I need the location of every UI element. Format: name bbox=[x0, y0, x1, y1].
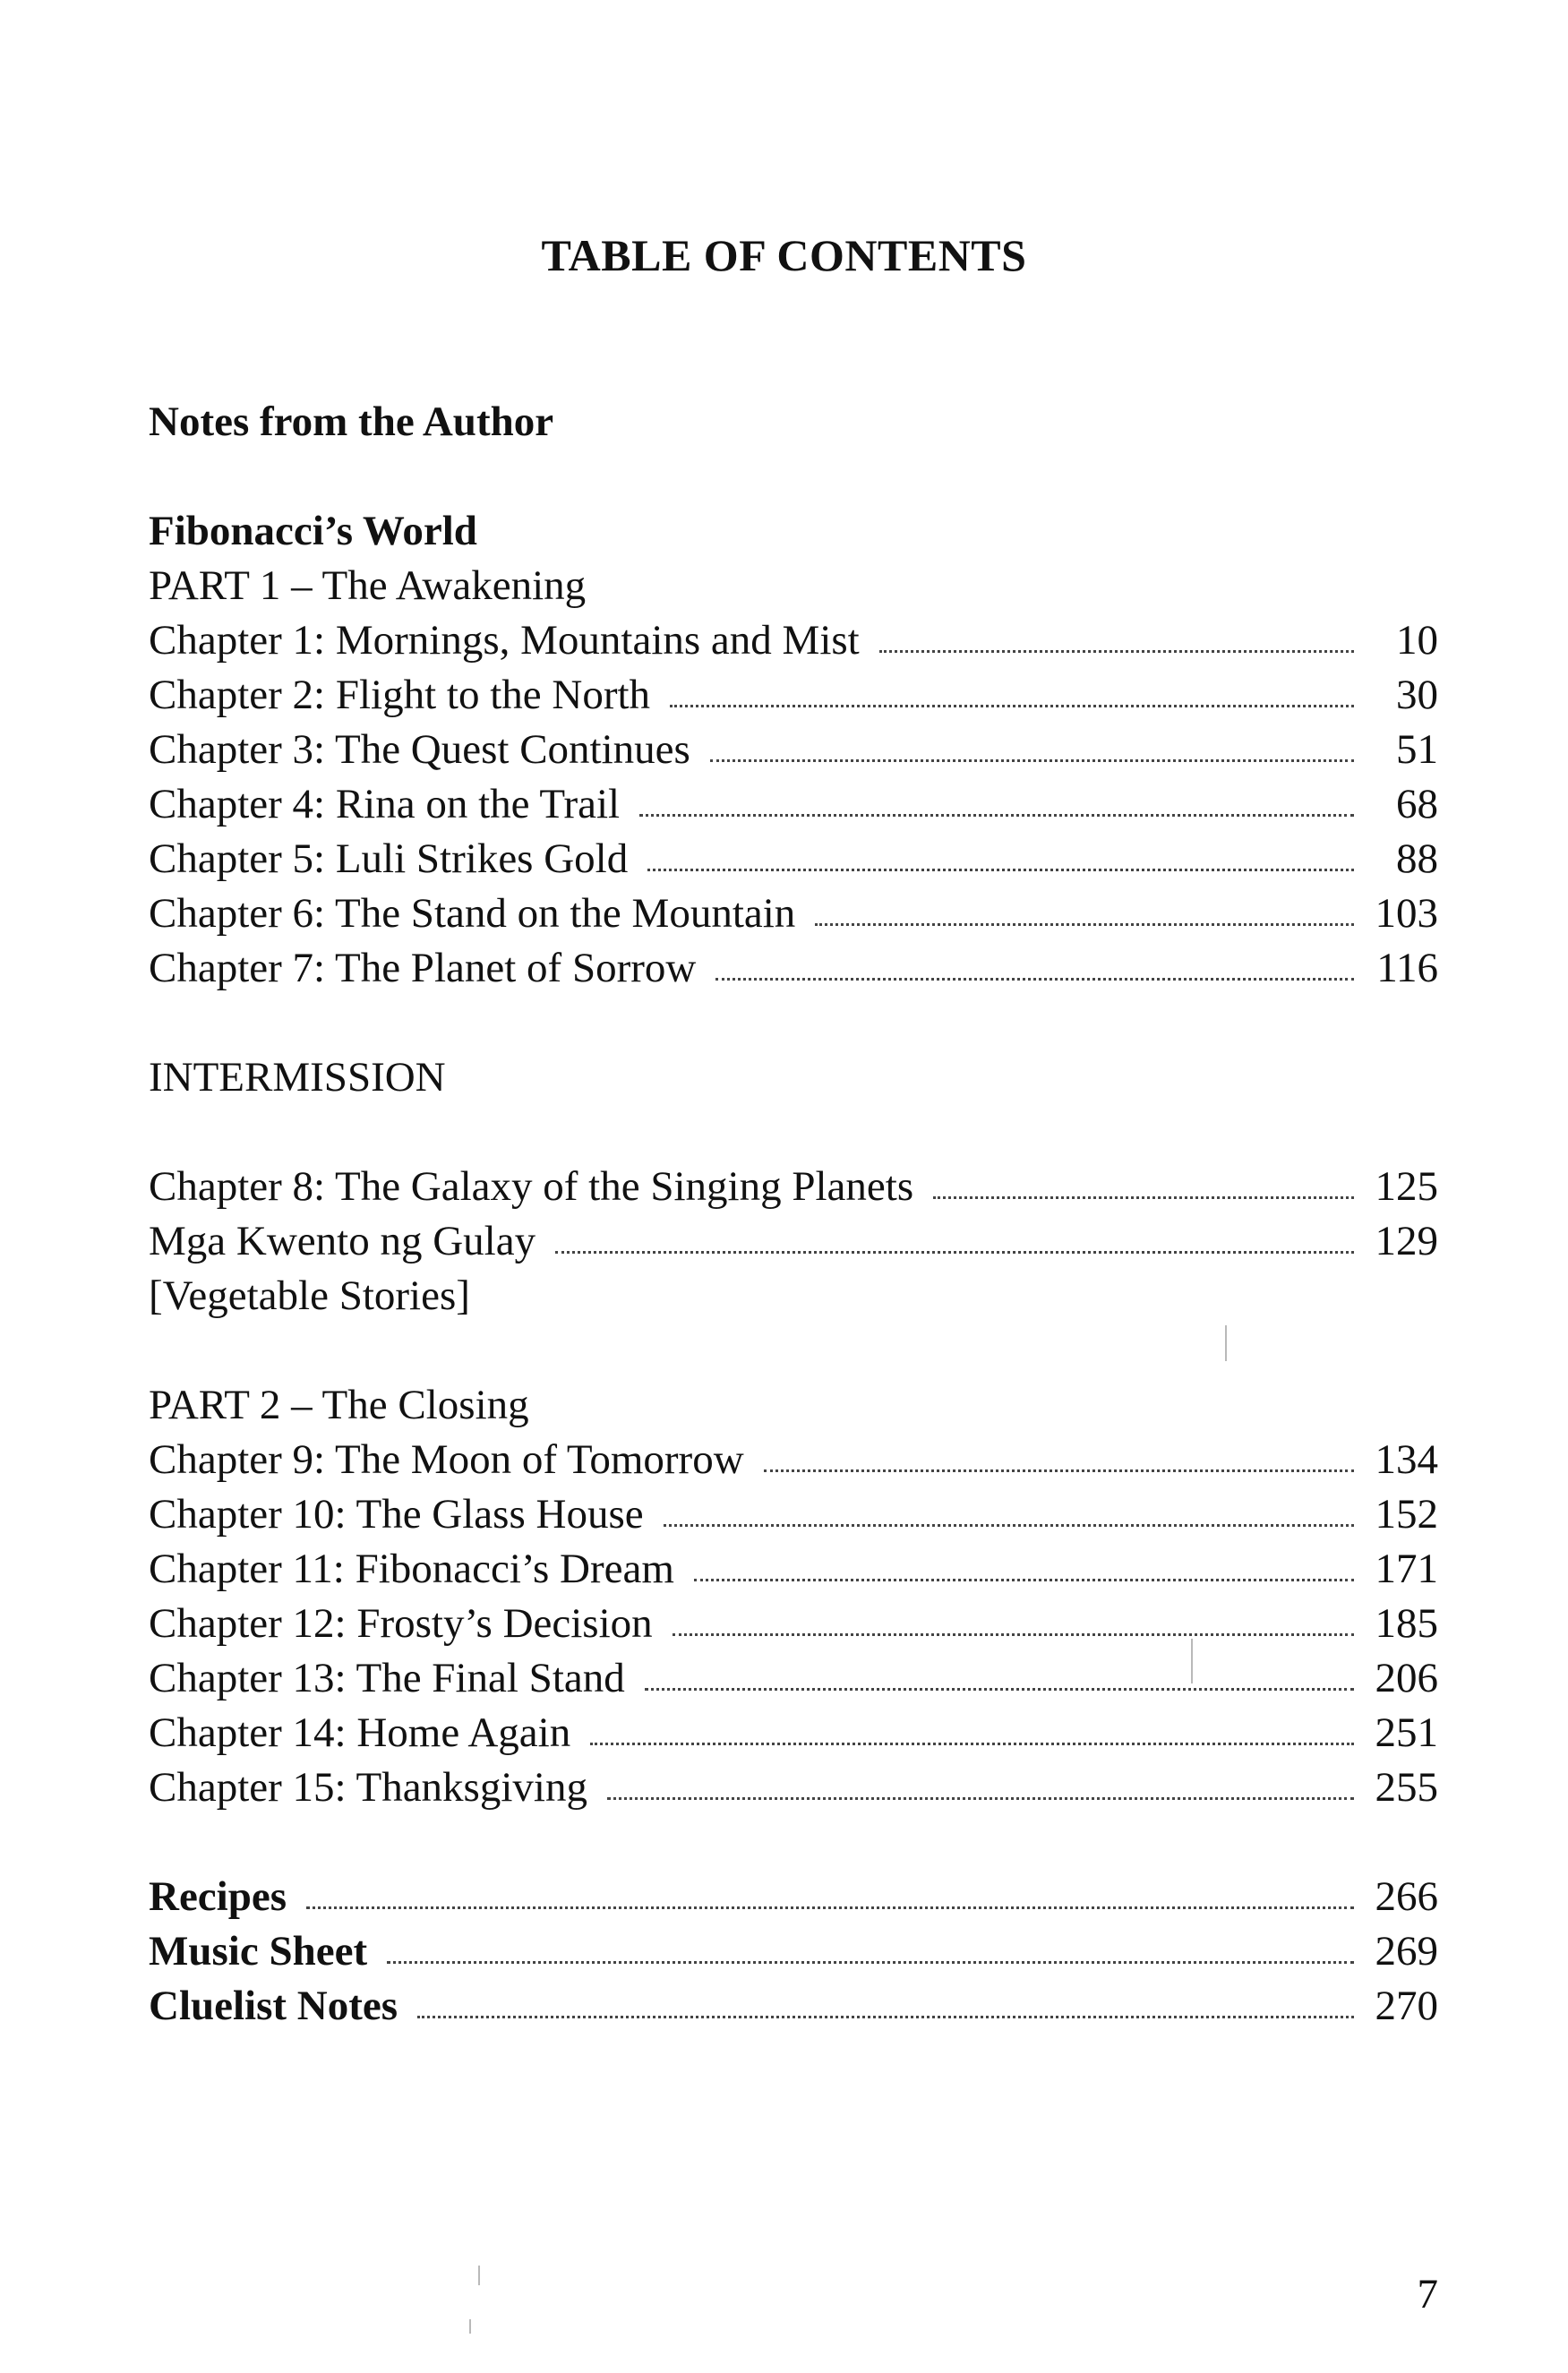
toc-entry-page: 255 bbox=[1375, 1764, 1438, 1811]
book-heading-label: Fibonacci’s World bbox=[149, 508, 477, 554]
toc-entry-label: Chapter 3: The Quest Continues bbox=[149, 726, 690, 773]
page-number: 7 bbox=[1417, 2271, 1438, 2317]
dot-leader bbox=[607, 1796, 1354, 1800]
toc-entry-label: Music Sheet bbox=[149, 1928, 368, 1975]
toc-entry-label: Chapter 9: The Moon of Tomorrow bbox=[149, 1436, 744, 1483]
toc-entry-page: 251 bbox=[1375, 1709, 1438, 1756]
part2-heading bbox=[149, 1378, 1438, 1433]
toc-entry-page: 103 bbox=[1375, 890, 1438, 937]
scan-speck bbox=[478, 2266, 480, 2285]
dot-leader bbox=[647, 868, 1354, 871]
toc-entry-page: 134 bbox=[1375, 1436, 1438, 1483]
toc-entry-label: Mga Kwento ng Gulay bbox=[149, 1218, 536, 1264]
toc-entry-page: 266 bbox=[1375, 1873, 1438, 1920]
dot-leader bbox=[645, 1687, 1354, 1691]
toc-entry-page: 171 bbox=[1375, 1546, 1438, 1592]
toc-entry-page: 185 bbox=[1375, 1600, 1438, 1647]
toc-entry bbox=[149, 1433, 1438, 1487]
part1-heading-label: PART 1 – The Awakening bbox=[149, 562, 587, 609]
notes-heading-label: Notes from the Author bbox=[149, 398, 554, 445]
dot-leader bbox=[673, 1632, 1354, 1636]
toc-entry-page: 51 bbox=[1396, 726, 1438, 773]
toc-entry-label: Chapter 15: Thanksgiving bbox=[149, 1764, 587, 1811]
toc-entry bbox=[149, 1870, 1438, 1924]
dot-leader bbox=[417, 2015, 1354, 2018]
toc-entry bbox=[149, 777, 1438, 832]
toc-entry bbox=[149, 1924, 1438, 1979]
toc-entry-label: Chapter 7: The Planet of Sorrow bbox=[149, 945, 697, 991]
toc-entry-page: 116 bbox=[1376, 945, 1438, 991]
dot-leader bbox=[306, 1906, 1354, 1909]
toc-entry-label: Chapter 10: The Glass House bbox=[149, 1491, 644, 1538]
scan-speck bbox=[469, 2319, 471, 2334]
dot-leader bbox=[694, 1578, 1354, 1581]
toc-entry-label: Recipes bbox=[149, 1873, 287, 1920]
toc-entry-page: 152 bbox=[1375, 1491, 1438, 1538]
toc-entry-label: Chapter 12: Frosty’s Decision bbox=[149, 1600, 653, 1647]
toc-entry-label: Chapter 2: Flight to the North bbox=[149, 672, 651, 718]
toc-entry bbox=[149, 1160, 1438, 1214]
toc-entry-label: Chapter 5: Luli Strikes Gold bbox=[149, 835, 629, 882]
dot-leader bbox=[710, 758, 1354, 762]
dot-leader bbox=[879, 649, 1354, 653]
toc-entry-label: Cluelist Notes bbox=[149, 1983, 398, 2029]
toc-entry-page: 269 bbox=[1375, 1928, 1438, 1975]
book-heading bbox=[149, 504, 1438, 559]
toc-entry-label: Chapter 14: Home Again bbox=[149, 1709, 571, 1756]
toc-entry-label: Chapter 1: Mornings, Mountains and Mist bbox=[149, 617, 860, 664]
toc-entry-label: Chapter 6: The Stand on the Mountain bbox=[149, 890, 796, 937]
toc-entry bbox=[149, 1706, 1438, 1760]
toc-entry-page: 125 bbox=[1375, 1163, 1438, 1210]
toc-entry-label: Chapter 4: Rina on the Trail bbox=[149, 781, 621, 827]
toc-entry bbox=[149, 1760, 1438, 1815]
toc-entry bbox=[149, 1597, 1438, 1651]
toc-entry bbox=[149, 668, 1438, 723]
scan-speck bbox=[1191, 1639, 1193, 1683]
toc-entry-label: Chapter 8: The Galaxy of the Singing Planets bbox=[149, 1163, 914, 1210]
toc-entry-page: 270 bbox=[1375, 1983, 1438, 2029]
part1-heading bbox=[149, 559, 1438, 613]
dot-leader bbox=[764, 1469, 1354, 1472]
part2-heading-label: PART 2 – The Closing bbox=[149, 1382, 529, 1428]
toc-entry-page: 129 bbox=[1375, 1218, 1438, 1264]
dot-leader bbox=[555, 1250, 1354, 1254]
scan-speck bbox=[1225, 1325, 1227, 1361]
toc-entry bbox=[149, 832, 1438, 887]
notes-heading bbox=[149, 395, 1438, 450]
dot-leader bbox=[639, 813, 1354, 817]
intermission-heading bbox=[149, 1050, 1438, 1105]
dot-leader bbox=[387, 1960, 1354, 1964]
toc-entry bbox=[149, 1979, 1438, 2034]
toc-entry bbox=[149, 723, 1438, 777]
toc-entry bbox=[149, 1214, 1438, 1269]
toc-entry bbox=[149, 941, 1438, 996]
toc-entry-subtitle-label: [Vegetable Stories] bbox=[149, 1272, 470, 1319]
toc-entry-page: 206 bbox=[1375, 1655, 1438, 1701]
toc-entry-page: 30 bbox=[1396, 672, 1438, 718]
toc-entry-label: Chapter 13: The Final Stand bbox=[149, 1655, 625, 1701]
toc-entry bbox=[149, 1487, 1438, 1542]
toc-entry-label: Chapter 11: Fibonacci’s Dream bbox=[149, 1546, 674, 1592]
toc-entry bbox=[149, 887, 1438, 941]
page-title: TABLE OF CONTENTS bbox=[541, 230, 1027, 280]
intermission-heading-label: INTERMISSION bbox=[149, 1054, 446, 1101]
dot-leader bbox=[715, 977, 1354, 981]
dot-leader bbox=[590, 1742, 1354, 1745]
toc-entry-page: 10 bbox=[1396, 617, 1438, 664]
toc-entry bbox=[149, 1542, 1438, 1597]
dot-leader bbox=[664, 1523, 1354, 1527]
toc-entry bbox=[149, 613, 1438, 668]
toc-entry bbox=[149, 1651, 1438, 1706]
toc-entry-page: 88 bbox=[1396, 835, 1438, 882]
toc-entry-page: 68 bbox=[1396, 781, 1438, 827]
dot-leader bbox=[933, 1195, 1354, 1199]
toc-entry-subtitle bbox=[149, 1269, 1438, 1324]
dot-leader bbox=[815, 922, 1354, 926]
dot-leader bbox=[670, 704, 1354, 707]
